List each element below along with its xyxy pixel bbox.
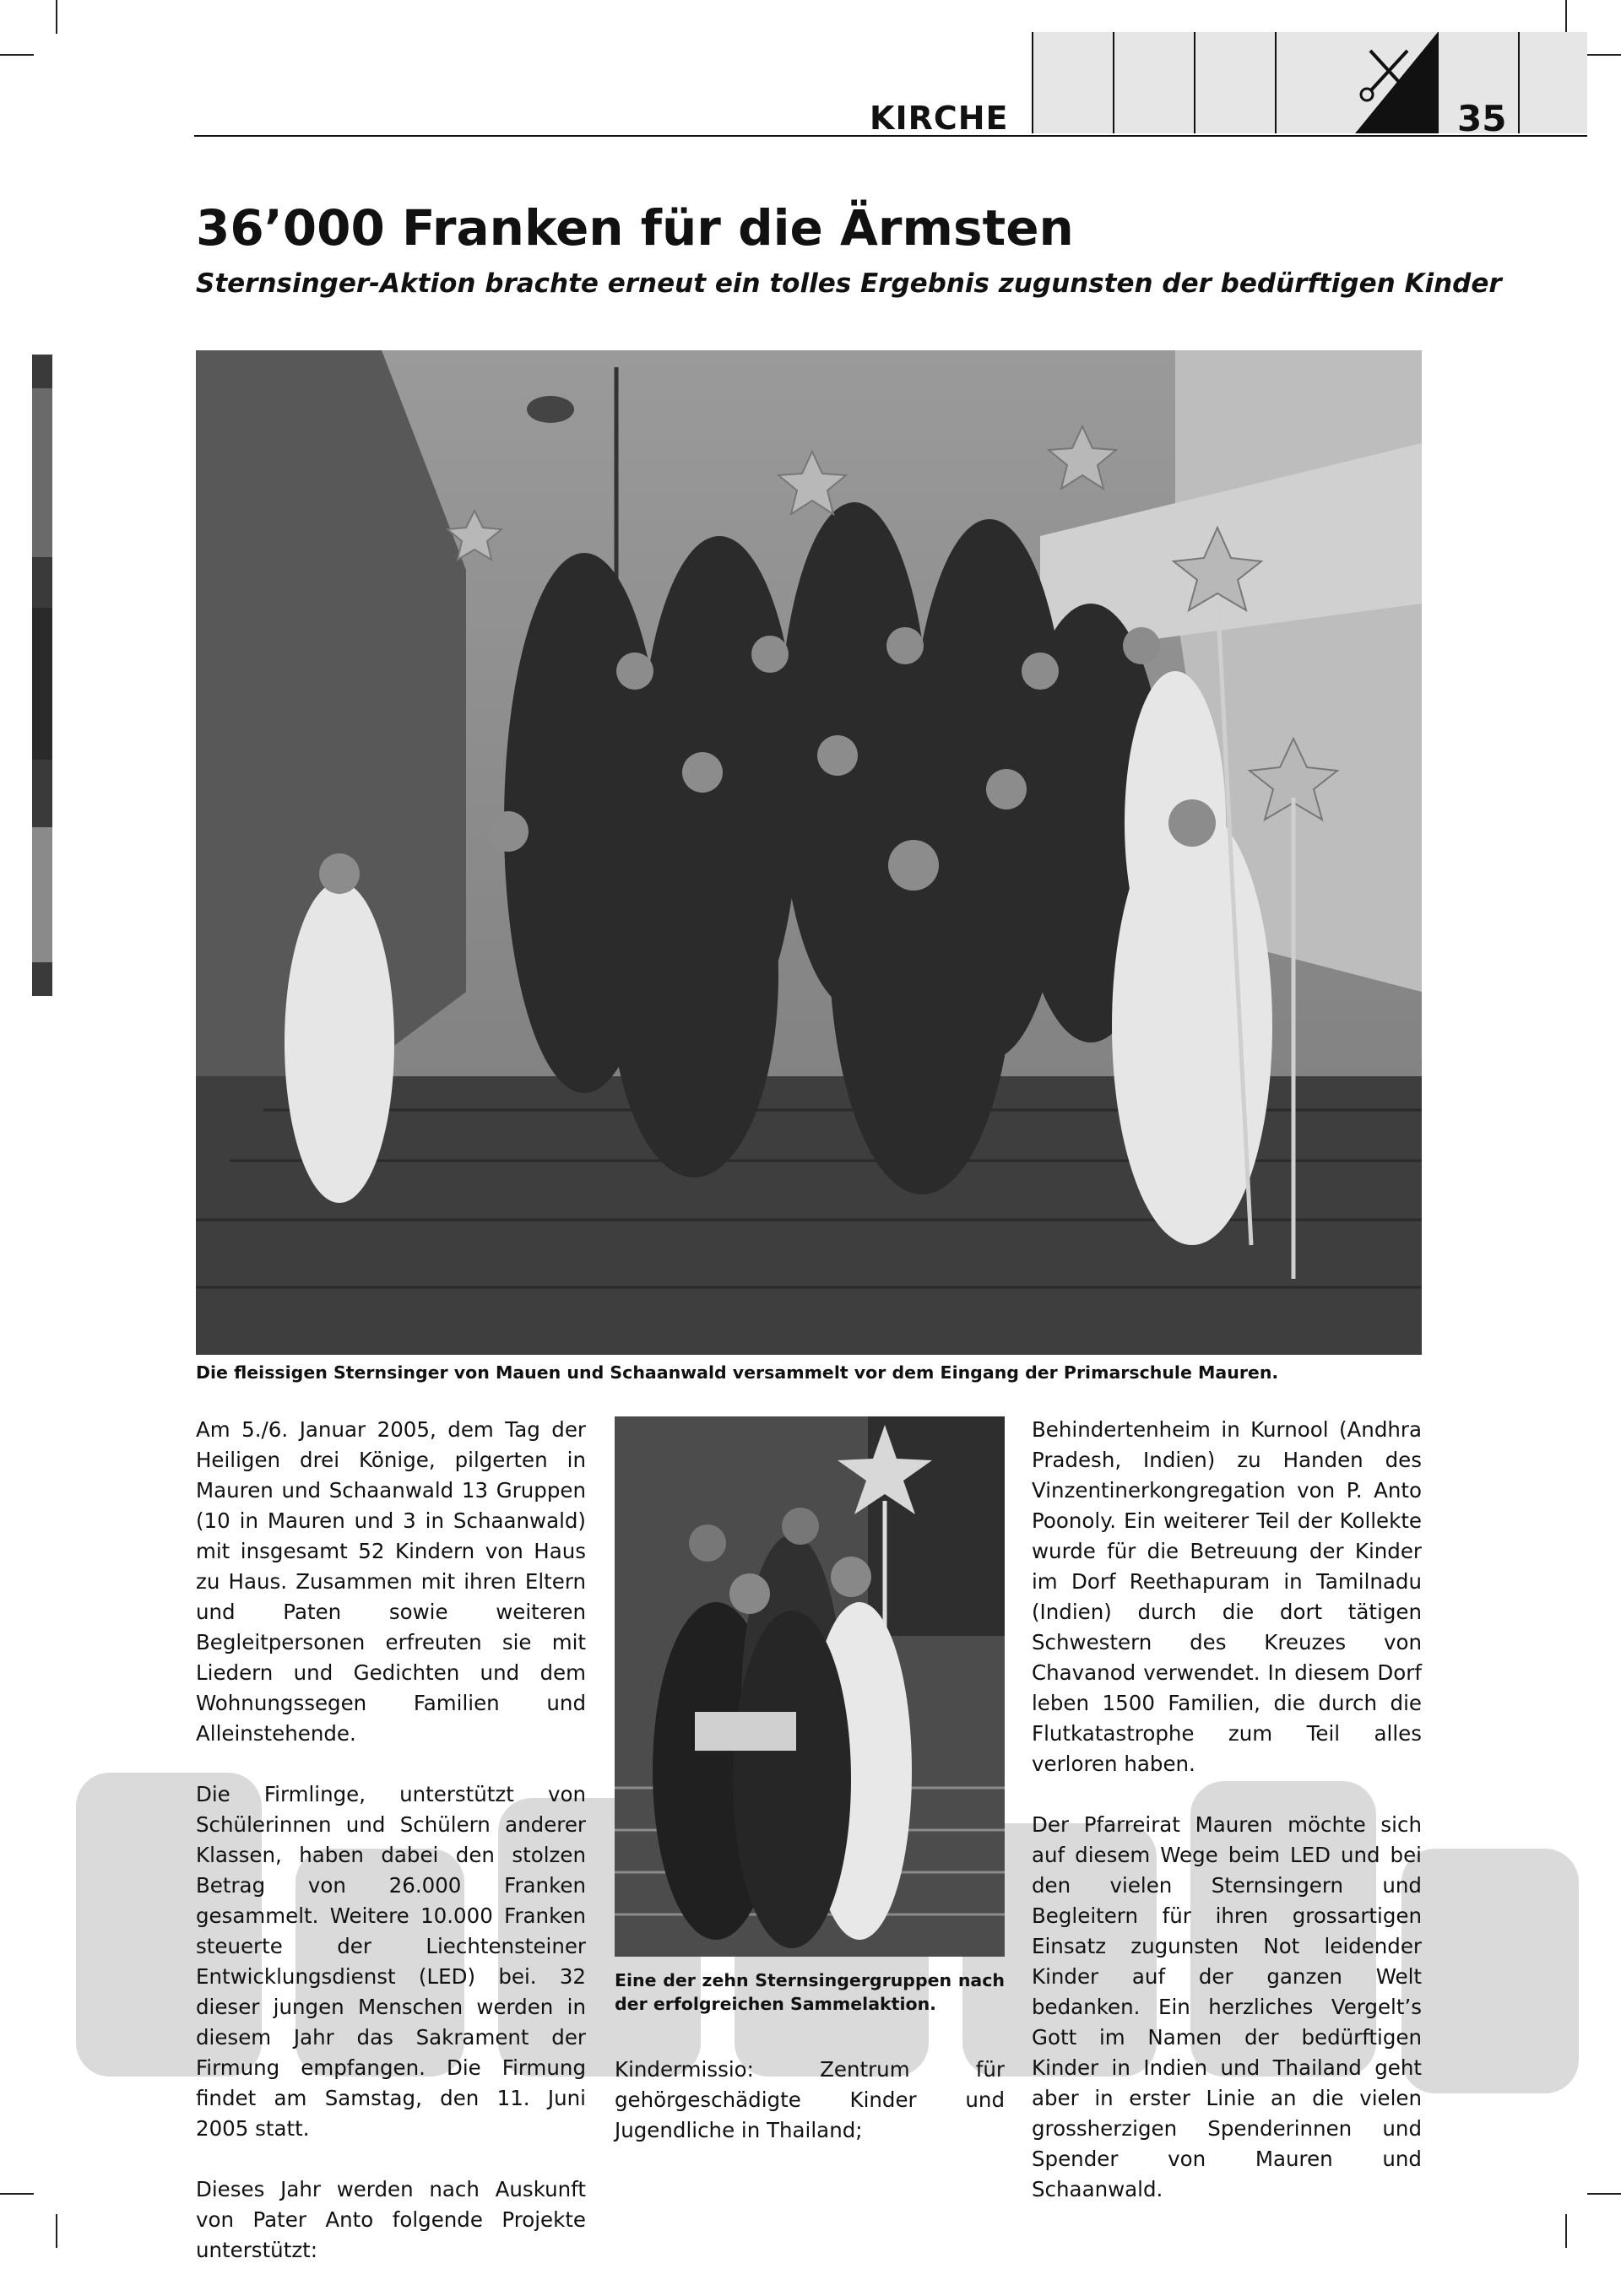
main-photo [196, 350, 1422, 1355]
crop-mark [1565, 2214, 1567, 2248]
crop-mark [56, 2214, 57, 2248]
paragraph: Der Pfarreirat Mauren möchte sich auf diesem Wege beim LED und bei den vielen Sternsingern und Begleitern für ihren grossartigen Einsatz zugunsten Not leidender Kinder auf der ganzen Welt bedanken. Ein herzliches Vergelt’s Gott im Namen der bedürftigen Kinder in Indien und Thailand geht aber in erster Linie an die vielen grossherzigen Spenderinnen und Spender von Mauren und Schaanwald. [1032, 1812, 1422, 2201]
article-column-3 [1032, 1415, 1422, 2235]
paragraph: Dieses Jahr werden nach Auskunft von Pater Anto folgende Projekte unterstützt: [196, 2177, 586, 2262]
article-title: 36’000 Franken für die Ärmsten [196, 199, 1074, 257]
main-photo-caption: Die fleissigen Sternsinger von Mauen und Schaanwald versammelt vor dem Eingang der Primarschule Mauren. [196, 1362, 1279, 1383]
crop-mark [1587, 2193, 1621, 2195]
crop-mark [0, 54, 34, 56]
small-photo [615, 1416, 1005, 1957]
crop-mark [1565, 0, 1567, 34]
paragraph: Kindermissio: Zentrum für gehörgeschädigte Kinder und Jugendliche in Thailand; [615, 2057, 1005, 2142]
crop-mark [1587, 54, 1621, 56]
page-number: 35 [1457, 98, 1507, 139]
article-column-2 [615, 2055, 1005, 2176]
article-column-1 [196, 1415, 586, 2296]
section-label: KIRCHE [870, 100, 1009, 137]
edge-photo-strip [32, 355, 52, 996]
crop-mark [0, 2193, 34, 2195]
crop-mark [56, 0, 57, 34]
small-photo-caption: Eine der zehn Sternsingergruppen nach der erfolgreichen Sammelaktion. [615, 1970, 1005, 2014]
paragraph: Die Firmlinge, unterstützt von Schülerinnen und Schülern anderer Klassen, haben dabei den stolzen Betrag von 26.000 Franken gesammelt. Weitere 10.000 Franken steuerte der Liechtensteiner Entwicklungsdienst (LED) bei. 32 dieser jungen Menschen werden in diesem Jahr das Sakrament der Firmung empfangen. Die Firmung findet am Samstag, den 11. Juni 2005 statt. [196, 1782, 586, 2141]
paragraph: Am 5./6. Januar 2005, dem Tag der Heiligen drei Könige, pilgerten in Mauren und Schaanwald 13 Gruppen (10 in Mauren und 3 in Schaanwald) mit insgesamt 52 Kindern von Haus zu Haus. Zusammen mit ihren Eltern und Paten sowie weiteren Begleitpersonen erfreuten sie mit Liedern und Gedichten und dem Wohnungssegen Familien und Alleinstehende. [196, 1417, 586, 1746]
paragraph: Behindertenheim in Kurnool (Andhra Pradesh, Indien) zu Handen des Vinzentinerkongregation von P. Anto Poonoly. Ein weiterer Teil der Kollekte wurde für die Betreuung der Kinder im Dorf Reethapuram in Tamilnadu (Indien) durch die dort tätigen Schwestern des Kreuzes von Chavanod verwendet. In diesem Dorf leben 1500 Familien, die durch die Flutkatastrophe zum Teil alles verloren haben. [1032, 1417, 1422, 1776]
keys-emblem-icon [1355, 32, 1438, 133]
article-subtitle: Sternsinger-Aktion brachte erneut ein tolles Ergebnis zugunsten der bedürftigen Kinder [196, 268, 1502, 299]
